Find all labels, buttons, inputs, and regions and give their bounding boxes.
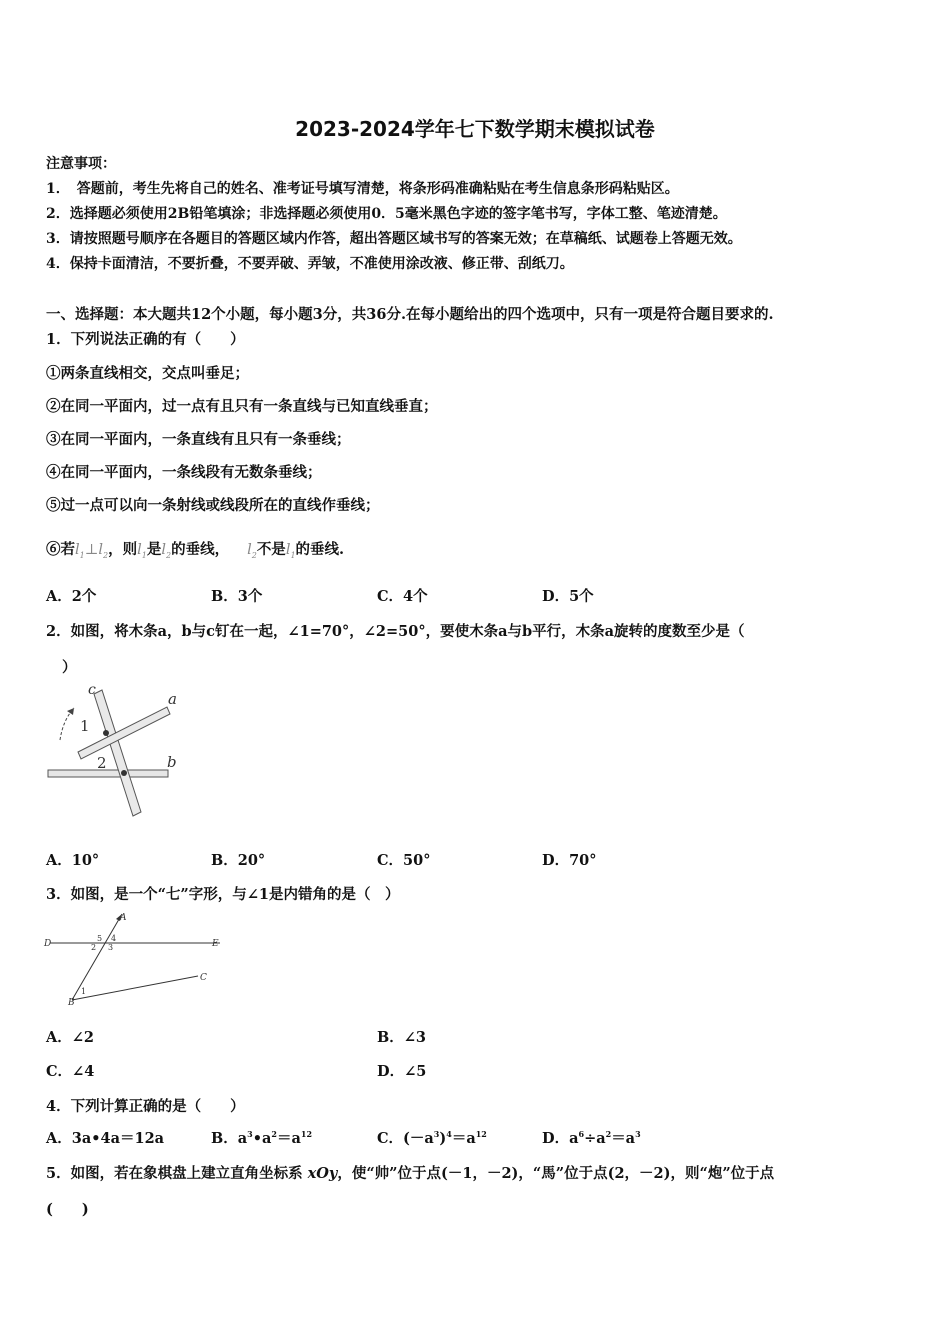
label-3: 3: [108, 943, 114, 952]
q3-figure: [40, 908, 230, 1008]
notice-item-2: 2．选择题必须使用2B铅笔填涂；非选择题必须使用0．5毫米黑色字迹的签字笔书写，字体工整、笔迹清楚。: [46, 206, 727, 222]
q1-stem: 1．下列说法正确的有（ ）: [46, 331, 245, 348]
q3-stem: 3．如图，是一个“七”字形，与∠1是内错角的是（ ）: [46, 886, 400, 903]
label-angle-2: 2: [97, 754, 107, 772]
label-B: B: [68, 998, 75, 1008]
q1-statement-5: ⑤过一点可以向一条射线或线段所在的直线作垂线；: [46, 497, 380, 514]
page-title: 2023-2024学年七下数学期末模拟试卷: [295, 117, 655, 141]
q2-figure: [40, 680, 190, 820]
notice-item-3: 3．请按照题号顺序在各题目的答题区域内作答，超出答题区域书写的答案无效；在草稿纸、试题卷上答题无效。: [46, 231, 742, 247]
board-c: [94, 690, 141, 816]
label-2: 2: [91, 943, 97, 952]
q3-option-c: C．∠4: [46, 1063, 95, 1080]
q2-option-a: A．10°: [46, 852, 100, 869]
q2-stem-end: ）: [62, 659, 77, 676]
line-ba: [72, 914, 122, 1000]
q1-option-c: C．4个: [377, 588, 428, 605]
board-a: [78, 707, 170, 759]
q1-statement-1: ①两条直线相交，交点叫垂足；: [46, 365, 249, 382]
q1-option-a: A．2个: [46, 588, 97, 605]
nail-2: [121, 770, 127, 776]
q1-statement-4: ④在同一平面内，一条线段有无数条垂线；: [46, 464, 322, 481]
q4-stem: 4．下列计算正确的是（ ）: [46, 1098, 245, 1115]
label-1: 1: [81, 987, 87, 996]
q2-stem: 2．如图，将木条a，b与c钉在一起，∠1=70°，∠2=50°，要使木条a与b平行，木条a旋转的度数至少是（: [46, 623, 745, 640]
notice-item-1: 1． 答题前，考生先将自己的姓名、准考证号填写清楚，将条形码准确粘贴在考生信息条形码粘贴区。: [46, 181, 679, 197]
label-c: c: [88, 682, 96, 698]
notice-item-4: 4．保持卡面清洁，不要折叠，不要弄破、弄皱，不准使用涂改液、修正带、刮纸刀。: [46, 256, 574, 272]
q1-option-d: D．5个: [542, 588, 594, 605]
section-heading: 一、选择题：本大题共12个小题，每小题3分，共36分.在每小题给出的四个选项中，只有一项是符合题目要求的.: [46, 306, 774, 323]
q4-option-d: D．$a^6\div a^2=a^3$: [542, 1129, 641, 1147]
label-E: E: [212, 939, 219, 949]
label-D: D: [44, 939, 52, 949]
label-A: A: [120, 913, 127, 923]
q4-option-a: A．3a•4a＝12a: [46, 1130, 165, 1147]
q2-option-c: C．50°: [377, 852, 431, 869]
board-b: [48, 770, 168, 777]
q1-statement-6: ⑥若$l_1\perp l_2$，则$l_1$是$l_2$的垂线， $l_2$不是$l_1$的垂线.: [46, 541, 345, 560]
q3-option-d: D．∠5: [377, 1063, 427, 1080]
q3-option-b: B．∠3: [377, 1029, 426, 1046]
q1-statement-2: ②在同一平面内，过一点有且只有一条直线与已知直线垂直；: [46, 398, 438, 415]
q5-stem-end: ( ): [46, 1201, 89, 1218]
q4-option-b: B．$a^3•a^2=a^{12}$: [211, 1129, 313, 1147]
q1-option-b: B．3个: [211, 588, 263, 605]
label-a: a: [168, 690, 177, 708]
label-b: b: [167, 753, 177, 771]
label-4: 4: [111, 934, 117, 943]
nail-1: [103, 730, 109, 736]
label-angle-1: 1: [80, 717, 90, 735]
q2-option-b: B．20°: [211, 852, 266, 869]
q2-option-d: D．70°: [542, 852, 597, 869]
q3-option-a: A．∠2: [46, 1029, 94, 1046]
line-bc: [72, 976, 198, 1000]
label-5: 5: [97, 934, 103, 943]
label-C: C: [200, 973, 207, 983]
q5-stem: 5．如图，若在象棋盘上建立直角坐标系 xOy，使“帅”位于点(－1，－2)，“馬”位于点(2，－2)，则“炮”位于点: [46, 1165, 775, 1182]
q1-statement-3: ③在同一平面内，一条直线有且只有一条垂线；: [46, 431, 351, 448]
notice-heading: 注意事项：: [46, 156, 116, 172]
q4-option-c: C．$(-a^3)^4=a^{12}$: [377, 1129, 487, 1147]
